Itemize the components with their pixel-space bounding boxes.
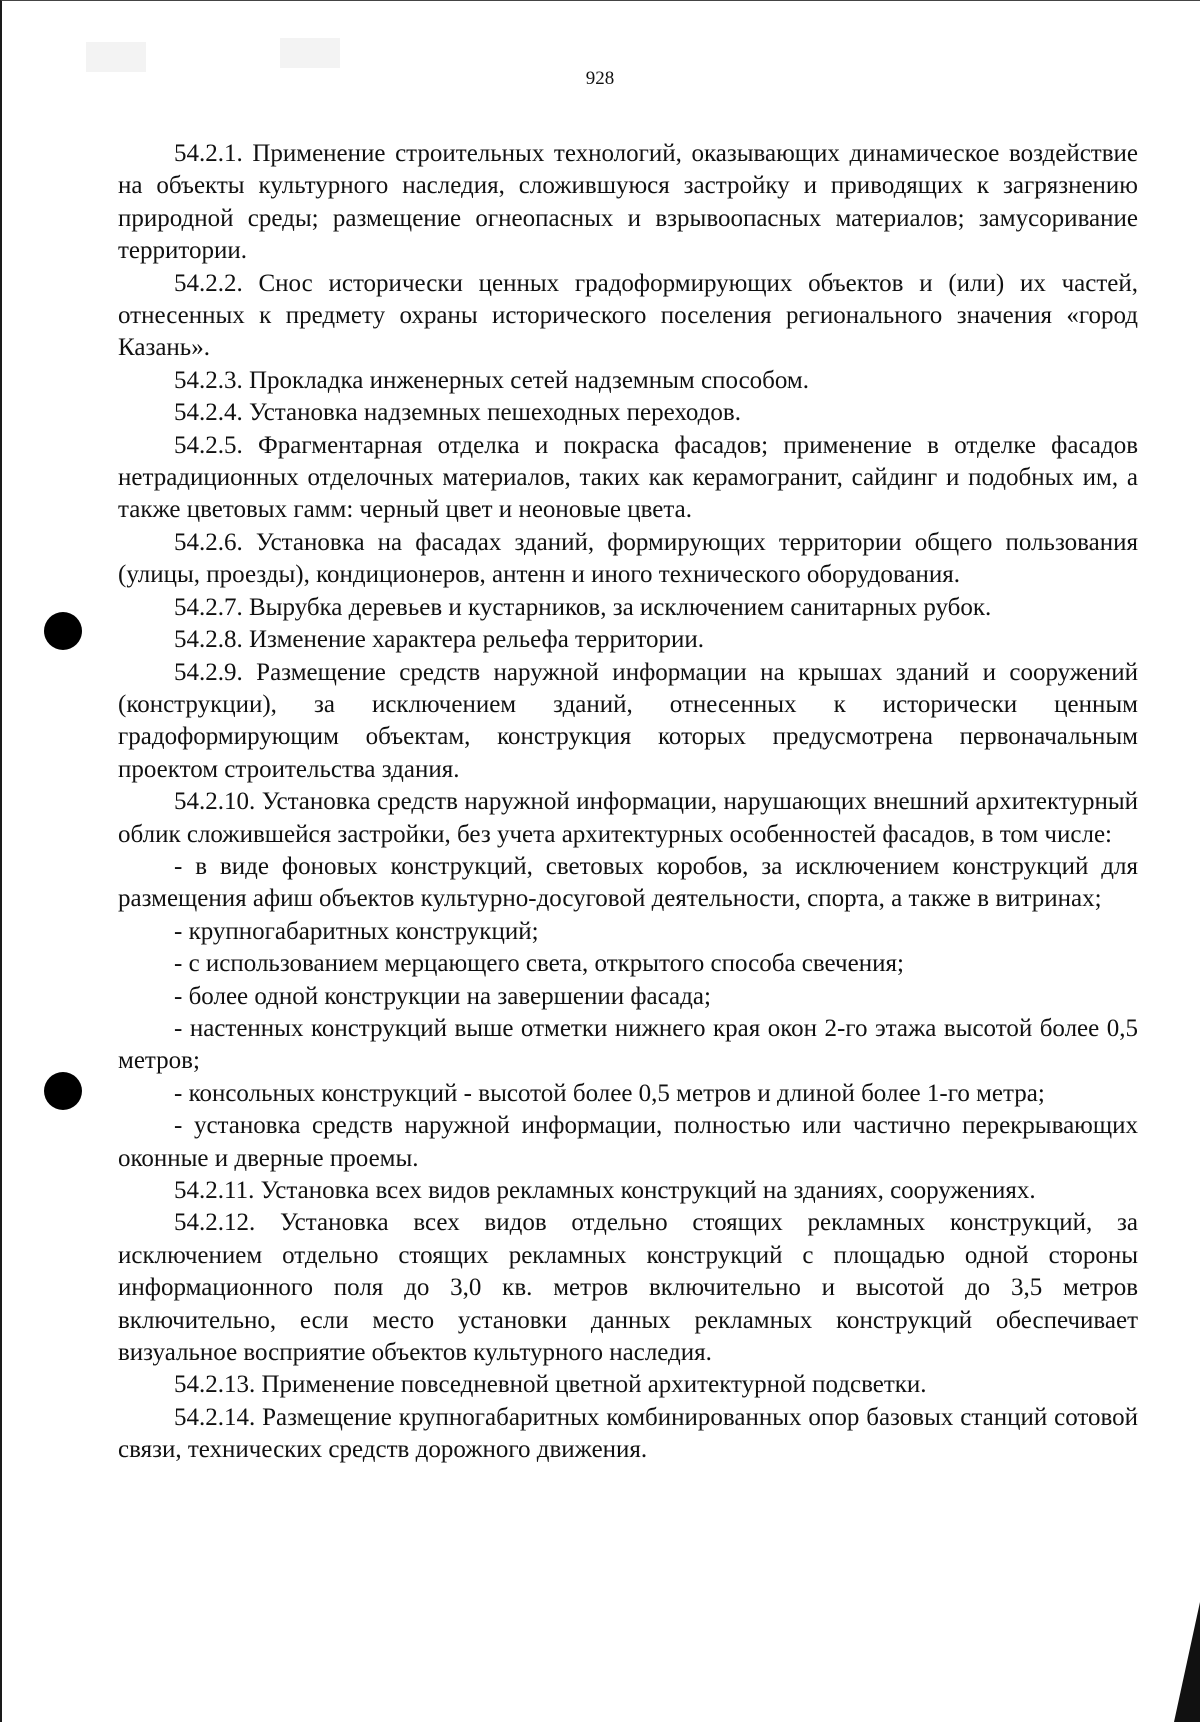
paragraph: 54.2.8. Изменение характера рельефа территории. (174, 626, 705, 654)
paragraph: 54.2.3. Прокладка инженерных сетей надземным способом. (174, 366, 809, 394)
list-item: - в виде фоновых конструкций, световых коробов, за исключением конструкций для размещения афиш объектов культурно-досуговой деятельности, спорта, а также в витринах; (118, 852, 1138, 913)
punch-hole (44, 612, 82, 650)
paragraph: 54.2.10. Установка средств наружной информации, нарушающих внешний архитектурный облик сложившейся застройки, без учета архитектурных особенностей фасадов, в том числе: (118, 788, 1138, 848)
paragraph: 54.2.6. Установка на фасадах зданий, формирующих территории общего пользования (улицы, проезды), кондиционеров, антенн и иного технического оборудования. (118, 528, 1138, 589)
document-body (118, 138, 1138, 1467)
paragraph: 54.2.5. Фрагментарная отделка и покраска фасадов; применение в отделке фасадов нетрадиционных отделочных материалов, таких как керамогранит, сайдинг и подобных им, а также цветовых гамм: черный цвет и неоновые цвета. (118, 431, 1138, 524)
list-item: - установка средств наружной информации, полностью или частично перекрывающих оконные и дверные проемы. (118, 1112, 1138, 1172)
paragraph: 54.2.1. Применение строительных технологий, оказывающих динамическое воздействие на объекты культурного наследия, сложившуюся застройку и приводящих к загрязнению природной среды; размещение огнеопасных и взрывоопасных материалов; замусоривание территории. (118, 140, 1138, 265)
paragraph: 54.2.14. Размещение крупногабаритных комбинированных опор базовых станций сотовой связи, технических средств дорожного движения. (118, 1403, 1138, 1464)
paragraph: 54.2.12. Установка всех видов отдельно стоящих рекламных конструкций, за исключением отдельно стоящих рекламных конструкций с площадью одной стороны информационного поля до 3,0 кв. метров включительно и высотой до 3,5 метров включительно, если место установки данных рекламных конструкций обеспечивает визуальное восприятие объектов культурного наследия. (118, 1209, 1138, 1367)
scan-artifact (280, 38, 340, 68)
page-corner-fold (1174, 1602, 1200, 1722)
paragraph: 54.2.2. Снос исторически ценных градоформирующих объектов и (или) их частей, отнесенных к предмету охраны исторического поселения регионального значения «город Казань». (118, 269, 1138, 362)
list-item: - более одной конструкции на завершении фасада; (174, 982, 711, 1010)
list-item: - крупногабаритных конструкций; (174, 917, 539, 945)
paragraph: 54.2.13. Применение повседневной цветной архитектурной подсветки. (174, 1371, 927, 1399)
paragraph: 54.2.9. Размещение средств наружной информации на крышах зданий и сооружений (конструкции), за исключением зданий, отнесенных к исторически ценным градоформирующим объектам, конструкция которых предусмотрена первоначальным проектом строительства здания. (118, 658, 1138, 783)
list-item: - консольных конструкций - высотой более 0,5 метров и длиной более 1-го метра; (174, 1079, 1045, 1107)
list-item: - настенных конструкций выше отметки нижнего края окон 2-го этажа высотой более 0,5 метров; (118, 1014, 1138, 1075)
paragraph: 54.2.11. Установка всех видов рекламных конструкций на зданиях, сооружениях. (174, 1177, 1036, 1204)
paragraph: 54.2.7. Вырубка деревьев и кустарников, за исключением санитарных рубок. (174, 593, 992, 621)
paragraph: 54.2.4. Установка надземных пешеходных переходов. (174, 399, 741, 427)
list-item: - с использованием мерцающего света, открытого способа свечения; (174, 950, 904, 978)
punch-hole (44, 1072, 82, 1110)
page-number: 928 (585, 68, 615, 89)
